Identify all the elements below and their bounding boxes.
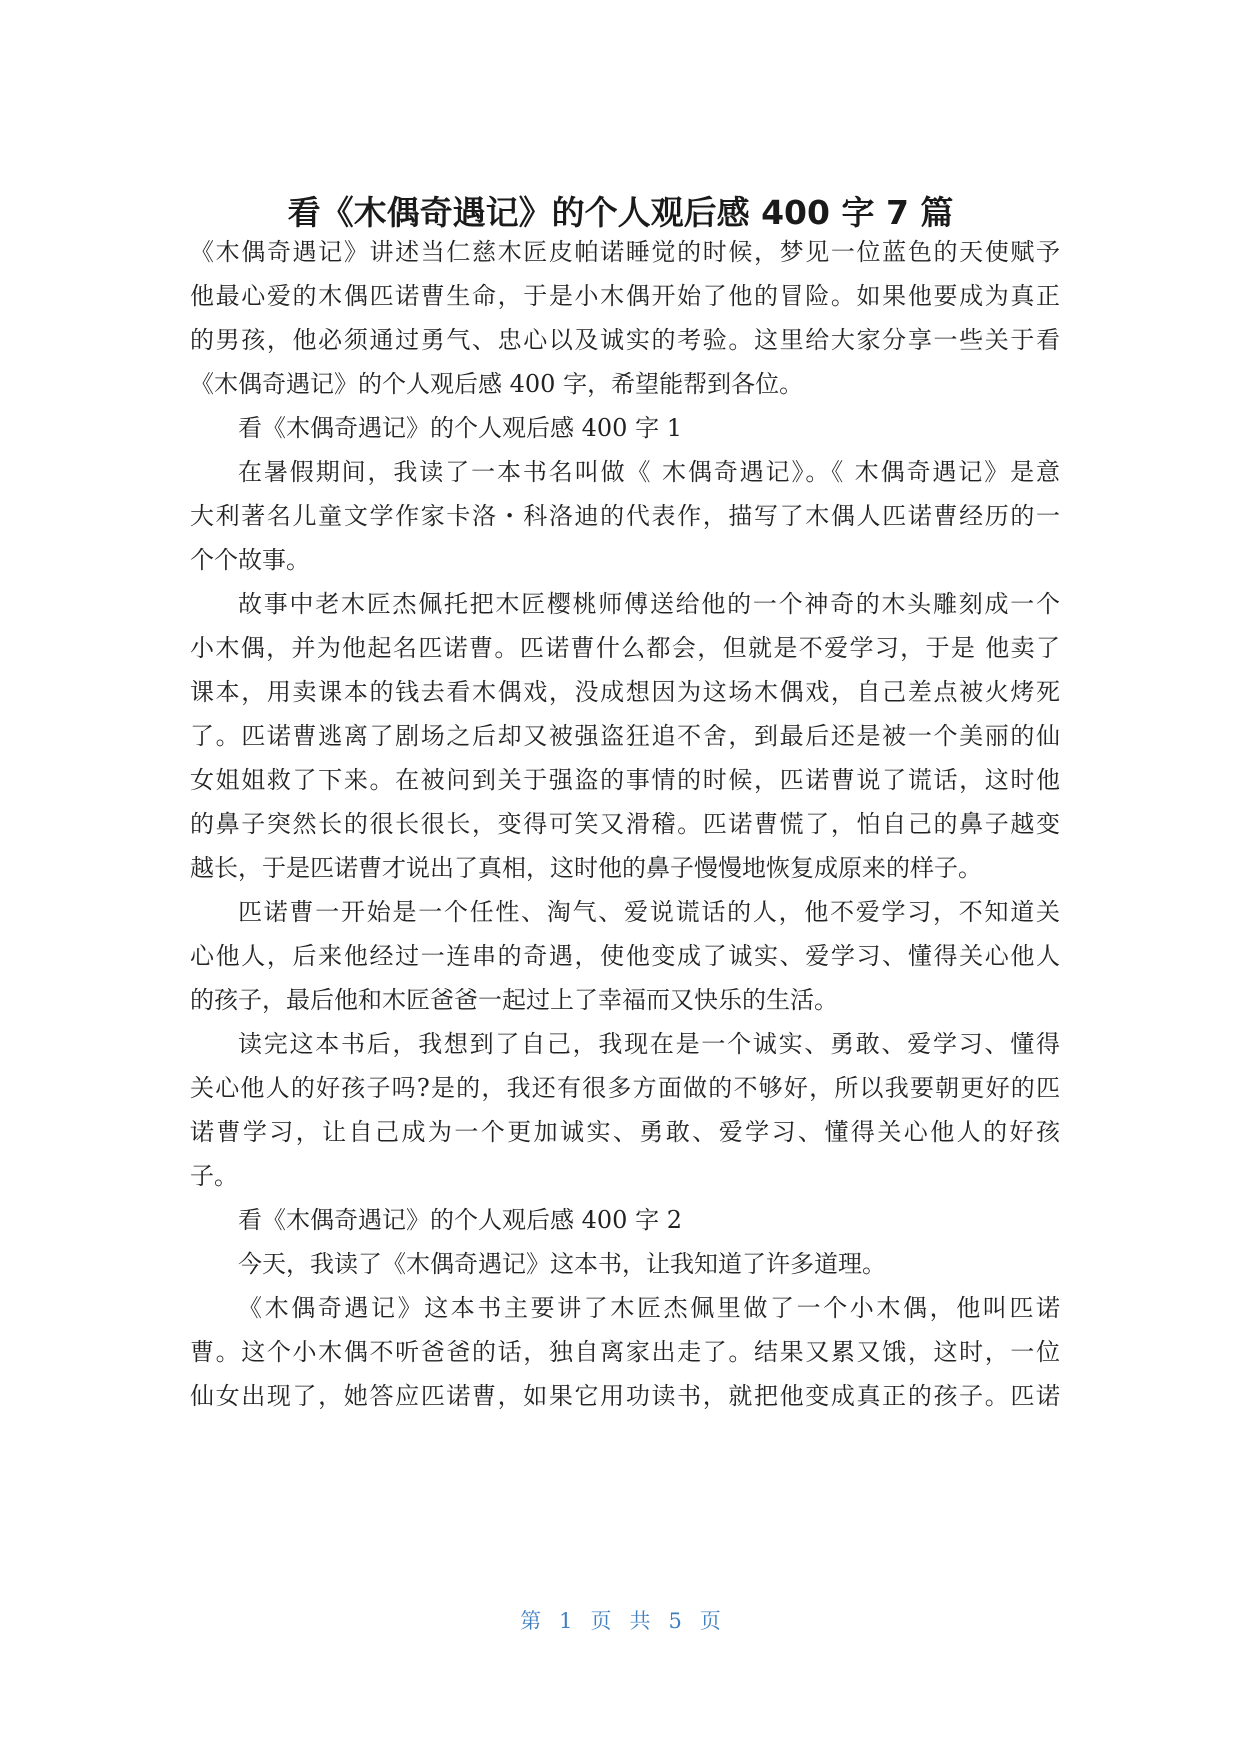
text-line: 的男孩，他必须通过勇气、忠心以及诚实的考验。这里给大家分享一些关于看	[190, 326, 1060, 354]
text-line: 了。匹诺曹逃离了剧场之后却又被强盗狂追不舍，到最后还是被一个美丽的仙	[190, 722, 1060, 750]
text-line: 《木偶奇遇记》的个人观后感 400 字，希望能帮到各位。	[190, 370, 804, 398]
text-line: 今天，我读了《木偶奇遇记》这本书，让我知道了许多道理。	[238, 1250, 886, 1278]
total-unit: 页	[699, 1609, 721, 1633]
text-line: 曹。这个小木偶不听爸爸的话，独自离家出走了。结果又累又饿，这时，一位	[190, 1338, 1060, 1366]
text-line: 匹诺曹一开始是一个任性、淘气、爱说谎话的人，他不爱学习，不知道关	[238, 898, 1060, 926]
text-line: 关心他人的好孩子吗?是的，我还有很多方面做的不够好，所以我要朝更好的匹	[190, 1074, 1060, 1102]
page-footer	[0, 1606, 1241, 1636]
text-line: 越长，于是匹诺曹才说出了真相，这时他的鼻子慢慢地恢复成原来的样子。	[190, 854, 982, 882]
text-line: 小木偶，并为他起名匹诺曹。匹诺曹什么都会，但就是不爱学习，于是 他卖了	[190, 634, 1060, 662]
document-title: 看《木偶奇遇记》的个人观后感 400 字 7 篇	[287, 193, 954, 232]
section-heading: 看《木偶奇遇记》的个人观后感 400 字 2	[238, 1206, 682, 1234]
text-line: 课本，用卖课本的钱去看木偶戏，没成想因为这场木偶戏，自己差点被火烤死	[190, 678, 1060, 706]
section-heading: 看《木偶奇遇记》的个人观后感 400 字 1	[238, 414, 682, 442]
text-line: 女姐姐救了下来。在被问到关于强盗的事情的时候，匹诺曹说了谎话，这时他	[190, 766, 1060, 794]
text-line: 大利著名儿童文学作家卡洛・科洛迪的代表作，描写了木偶人匹诺曹经历的一	[190, 502, 1060, 530]
text-line: 诺曹学习，让自己成为一个更加诚实、勇敢、爱学习、懂得关心他人的好孩	[190, 1118, 1060, 1146]
text-line: 《木偶奇遇记》这本书主要讲了木匠杰佩里做了一个小木偶，他叫匹诺	[238, 1294, 1060, 1322]
text-line: 故事中老木匠杰佩托把木匠樱桃师傅送给他的一个神奇的木头雕刻成一个	[238, 590, 1060, 618]
text-line: 《木偶奇遇记》讲述当仁慈木匠皮帕诺睡觉的时候，梦见一位蓝色的天使赋予	[190, 238, 1060, 266]
text-line: 在暑假期间，我读了一本书名叫做《 木偶奇遇记》。《 木偶奇遇记》是意	[238, 458, 1060, 486]
page-unit: 页	[590, 1609, 612, 1633]
page-label: 第	[520, 1609, 542, 1633]
text-line: 的鼻子突然长的很长很长，变得可笑又滑稽。匹诺曹慌了，怕自己的鼻子越变	[190, 810, 1060, 838]
total-label: 共	[629, 1609, 651, 1633]
text-line: 读完这本书后，我想到了自己，我现在是一个诚实、勇敢、爱学习、懂得	[238, 1030, 1060, 1058]
text-line: 子。	[190, 1162, 238, 1190]
text-line: 个个故事。	[190, 546, 310, 574]
total-pages: 5	[668, 1609, 682, 1633]
text-line: 他最心爱的木偶匹诺曹生命，于是小木偶开始了他的冒险。如果他要成为真正	[190, 282, 1060, 310]
page-number: 1	[559, 1609, 573, 1633]
text-line: 的孩子，最后他和木匠爸爸一起过上了幸福而又快乐的生活。	[190, 986, 838, 1014]
text-line: 仙女出现了，她答应匹诺曹，如果它用功读书，就把他变成真正的孩子。匹诺	[190, 1382, 1060, 1410]
text-line: 心他人，后来他经过一连串的奇遇，使他变成了诚实、爱学习、懂得关心他人	[190, 942, 1060, 970]
